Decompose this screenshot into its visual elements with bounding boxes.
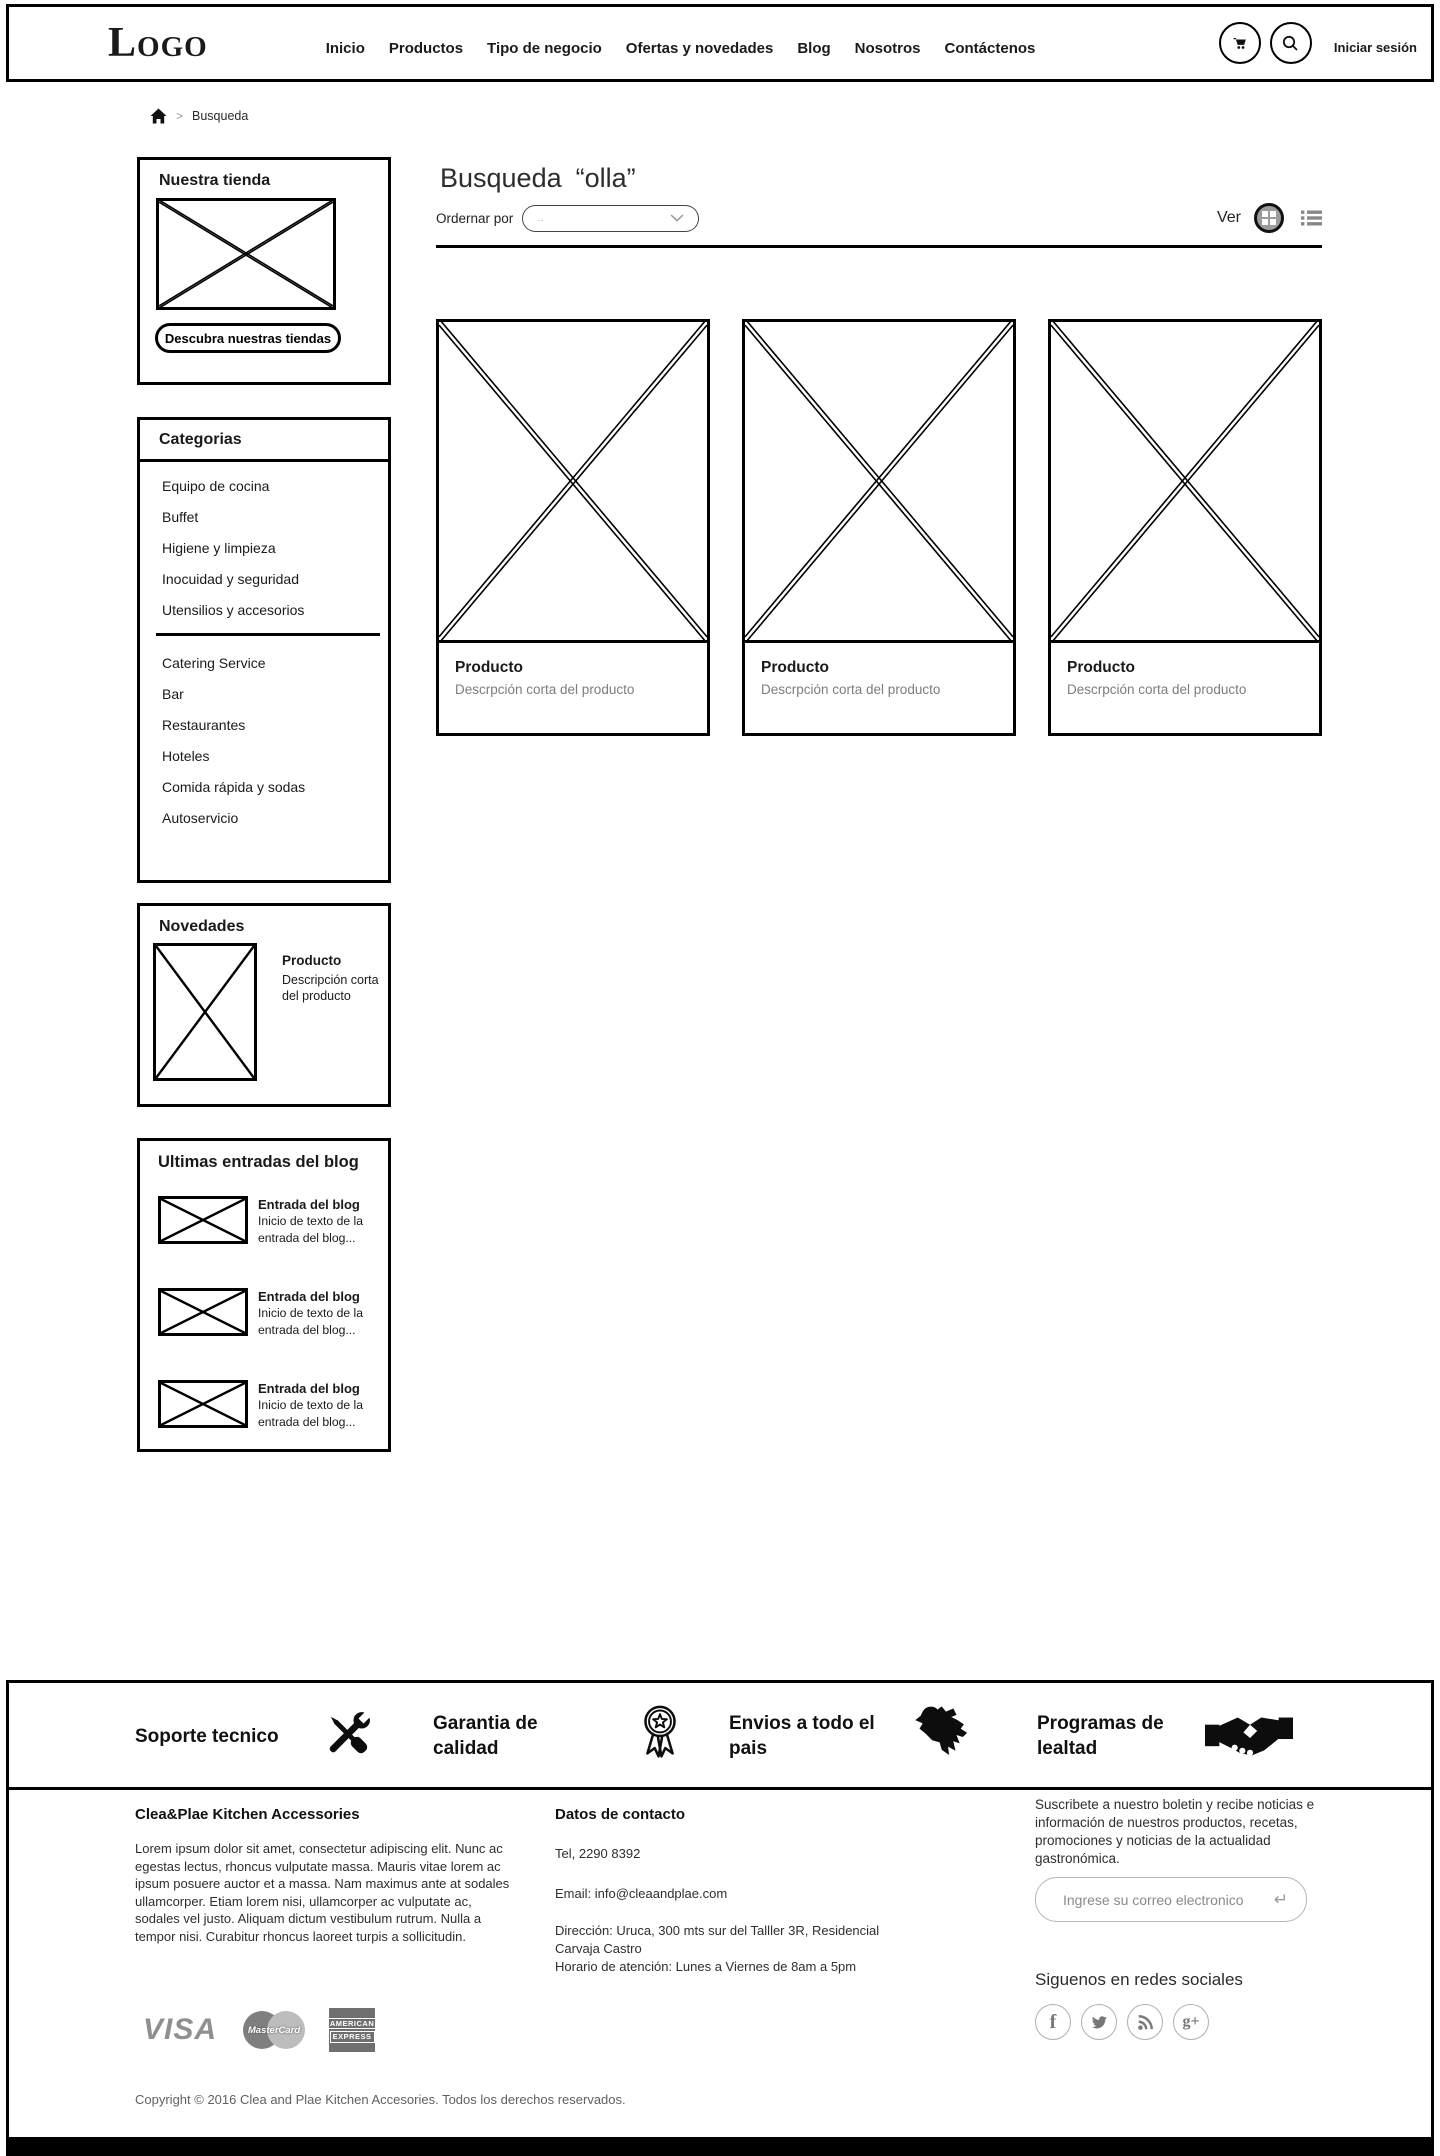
contact-address: Dirección: Uruca, 300 mts sur del Talller 3R, Residencial Carvaja Castro (555, 1923, 880, 1956)
search-button[interactable] (1270, 22, 1312, 64)
blog-entry[interactable] (158, 1288, 388, 1339)
news-title: Novedades (159, 918, 245, 935)
newsletter-email-field (1035, 1877, 1307, 1922)
product-desc: Descrpción corta del producto (761, 682, 941, 697)
product-info (439, 643, 707, 697)
category-item[interactable]: Buffet (162, 509, 199, 525)
store-box-title: Nuestra tienda (159, 172, 271, 189)
search-query: “olla” (575, 163, 636, 193)
copyright-text: Copyright © 2016 Clea and Plae Kitchen Accesories. Todos los derechos reservados. (135, 2092, 626, 2107)
news-product-name: Producto (282, 953, 342, 968)
nav-item-tipo-de-negocio[interactable]: Tipo de negocio (487, 39, 602, 57)
news-box (137, 903, 391, 1107)
blog-entry-title: Entrada del blog (258, 1381, 360, 1396)
features-band (9, 1683, 1431, 1790)
blog-entry-title: Entrada del blog (258, 1289, 360, 1304)
breadcrumb-current: Busqueda (192, 109, 249, 123)
newsletter-text: Suscribete a nuestro boletin y recibe noticias e información de nuestros productos, recetas, promociones y noticias de la actualidad gastronómica. (1035, 1797, 1315, 1866)
about-text: Lorem ipsum dolor sit amet, consectetur adipiscing elit. Nunc ac egestas lectus, rhoncus vulputate massa. Mauris vitae lorem ac ipsum posuere auctor et a massa. Nam maximus ante at sodales ullamcorper. Etiam lorem nisi, ullamcorper ac vulputate ac, sodales vel justo. Aliquam dictum vestibulum rutrum. Nulla a tempor nisi. Curabitur rhoncus laoreet turpis a sollicitudin. (135, 1841, 510, 1944)
contact-hours: Horario de atención: Lunes a Viernes de 8am a 5pm (555, 1959, 857, 1974)
product-name: Producto (1067, 659, 1136, 676)
blog-entry-excerpt: Inicio de texto de la entrada del blog... (258, 1306, 364, 1337)
product-desc: Descrpción corta del producto (455, 682, 635, 697)
product-card[interactable] (436, 319, 710, 736)
logo[interactable]: Logo (108, 20, 208, 66)
login-link[interactable]: Iniciar sesión (1333, 39, 1417, 55)
cart-icon (1229, 32, 1251, 54)
product-card[interactable] (742, 319, 1016, 736)
newsletter-email-input[interactable] (1063, 1892, 1274, 1908)
bottom-bar (9, 2137, 1431, 2153)
contact-email: Email: info@cleaandplae.com (555, 1886, 728, 1901)
blog-entry-title: Entrada del blog (258, 1197, 360, 1212)
costa-rica-map-icon (909, 1699, 985, 1778)
news-product-text (282, 953, 388, 1081)
breadcrumb-separator: > (176, 109, 184, 123)
product-desc: Descrpción corta del producto (1067, 682, 1247, 697)
category-item[interactable]: Restaurantes (162, 717, 246, 733)
blog-entry-text (258, 1196, 378, 1247)
nav-item-contactenos[interactable]: Contáctenos (944, 39, 1036, 57)
news-product-desc: Descripción corta del producto (282, 973, 379, 1003)
blog-entry[interactable] (158, 1380, 388, 1431)
store-box (137, 157, 391, 385)
product-info (1051, 643, 1319, 697)
feature-shipping-label: Envios a todo el pais (729, 1713, 875, 1759)
footer-newsletter (1035, 1796, 1335, 1922)
nav-item-inicio[interactable]: Inicio (325, 39, 365, 57)
main-nav (326, 30, 1036, 57)
blog-entry-text (258, 1380, 378, 1431)
feature-support-label: Soporte tecnico (135, 1726, 279, 1747)
grid-view-icon[interactable] (1254, 203, 1284, 233)
google-plus-icon[interactable]: g+ (1173, 2004, 1209, 2040)
product-image-placeholder (745, 322, 1013, 643)
categories-title: Categorias (140, 420, 388, 462)
blog-image-placeholder (158, 1196, 248, 1244)
category-item[interactable]: Inocuidad y seguridad (162, 571, 299, 587)
category-item[interactable]: Comida rápida y sodas (162, 779, 306, 795)
discover-stores-button[interactable]: Descubra nuestras tiendas (155, 323, 341, 353)
mastercard-logo: MasterCard (243, 2010, 305, 2050)
blog-image-placeholder (158, 1288, 248, 1336)
view-label: Ver (1216, 209, 1241, 226)
product-card[interactable] (1048, 319, 1322, 736)
blog-entry-excerpt: Inicio de texto de la entrada del blog... (258, 1398, 364, 1429)
sort-dropdown[interactable] (522, 205, 699, 232)
breadcrumb (150, 108, 248, 124)
category-item[interactable]: Catering Service (162, 655, 266, 671)
results-divider (436, 245, 1322, 248)
visa-logo: VISA (143, 2013, 218, 2046)
sort-label: Ordernar por (436, 210, 514, 226)
header-actions (1210, 22, 1417, 64)
store-image-placeholder (156, 198, 336, 310)
cart-button[interactable] (1219, 22, 1261, 64)
categories-group-products (140, 471, 388, 626)
newsletter-submit-icon[interactable]: ↵ (1273, 1889, 1288, 1909)
categories-box (137, 417, 391, 883)
rss-icon[interactable] (1127, 2004, 1163, 2040)
list-view-icon[interactable] (1301, 210, 1322, 226)
category-item[interactable]: Equipo de cocina (162, 478, 270, 494)
product-info (745, 643, 1013, 697)
nav-item-nosotros[interactable]: Nosotros (854, 39, 921, 57)
tools-icon (317, 1703, 379, 1770)
award-icon (629, 1698, 691, 1777)
nav-item-productos[interactable]: Productos (388, 39, 464, 57)
footer (6, 1680, 1434, 2156)
product-image-placeholder (1051, 322, 1319, 643)
contact-phone: Tel, 2290 8392 (555, 1846, 641, 1861)
facebook-icon[interactable]: f (1035, 2004, 1071, 2040)
nav-item-ofertas[interactable]: Ofertas y novedades (625, 39, 774, 57)
category-item[interactable]: Autoservicio (162, 810, 239, 826)
home-icon[interactable] (150, 108, 167, 124)
sort-and-view-bar (436, 203, 1322, 233)
news-product[interactable] (140, 943, 388, 1081)
contact-title: Datos de contacto (555, 1806, 686, 1823)
social-links (1035, 2004, 1209, 2040)
blog-box (137, 1138, 391, 1452)
search-icon (1280, 33, 1301, 54)
blog-entries (140, 1172, 388, 1431)
twitter-icon[interactable] (1081, 2004, 1117, 2040)
category-item[interactable]: Utensilios y accesorios (162, 602, 305, 618)
chevron-down-icon (670, 214, 684, 222)
category-item[interactable]: Bar (162, 686, 184, 702)
product-name: Producto (761, 659, 830, 676)
category-item[interactable]: Higiene y limpieza (162, 540, 276, 556)
header (6, 4, 1434, 82)
payment-methods (143, 2008, 375, 2052)
about-title: Clea&Plae Kitchen Accessories (135, 1806, 360, 1823)
handshake-icon (1205, 1711, 1293, 1770)
amex-logo: AMERICAN EXPRESS (329, 2008, 375, 2052)
categories-group-business (140, 648, 388, 834)
blog-box-title: Ultimas entradas del blog (158, 1153, 359, 1171)
social-title: Siguenos en redes sociales (1035, 1970, 1243, 1989)
blog-entry[interactable] (158, 1196, 388, 1247)
footer-contact (555, 1806, 907, 1976)
feature-loyalty-label: Programas de lealtad (1037, 1713, 1164, 1759)
blog-entry-excerpt: Inicio de texto de la entrada del blog... (258, 1214, 364, 1245)
sort-dropdown-value: .. (537, 212, 544, 224)
product-name: Producto (455, 659, 524, 676)
product-image-placeholder (439, 322, 707, 643)
blog-entry-text (258, 1288, 378, 1339)
footer-about (135, 1806, 510, 1945)
blog-image-placeholder (158, 1380, 248, 1428)
categories-divider (156, 633, 380, 636)
search-results-label: Busqueda (440, 163, 562, 193)
nav-item-blog[interactable]: Blog (797, 39, 831, 57)
page-title (440, 163, 636, 194)
feature-quality-label: Garantia de calidad (433, 1713, 538, 1759)
news-image-placeholder (153, 943, 257, 1081)
category-item[interactable]: Hoteles (162, 748, 210, 764)
